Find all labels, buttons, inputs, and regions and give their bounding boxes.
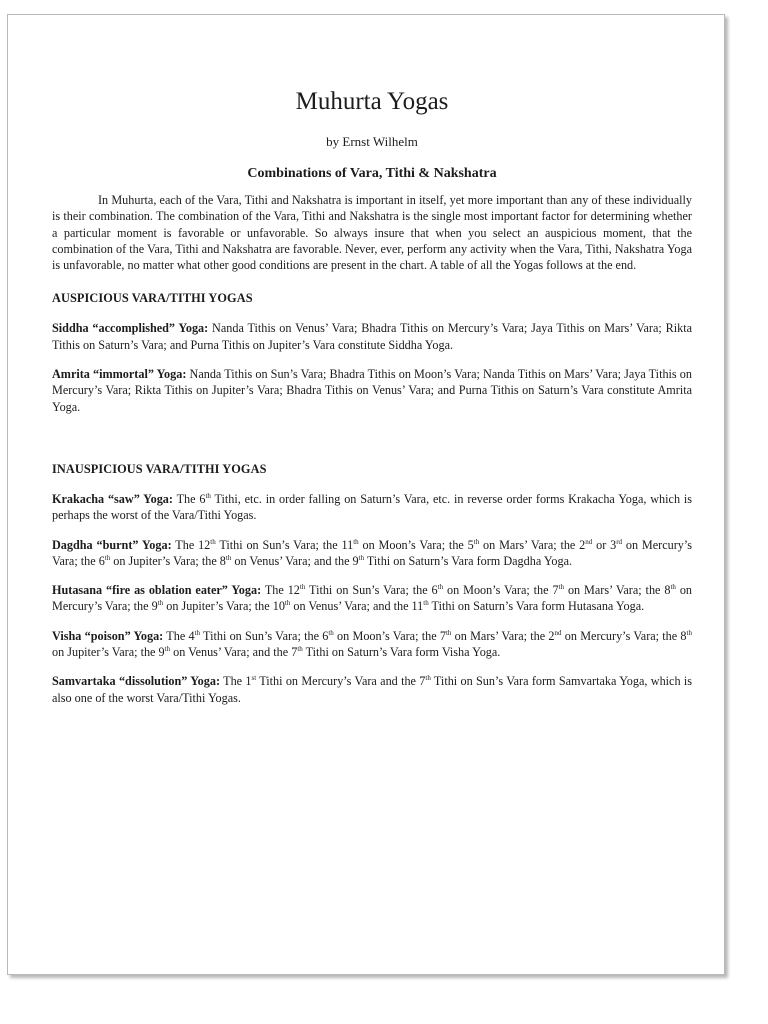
yoga-text: on Venus’ Vara; and the 9 [231, 553, 359, 568]
ordinal-suffix: th [358, 553, 365, 562]
yoga-text: on Moon’s Vara; the 7 [443, 583, 559, 598]
yoga-text: Nanda Tithis on Venus’ Vara; Bhadra Tithis on Mercury’s Vara; Jaya Tithis on Mars’ Vara; Rikta Tithis on Saturn’s Vara; and Purna Tithis on Jupiter’s Vara constitute Siddha Yoga. [52, 321, 693, 352]
ordinal-suffix: th [164, 645, 171, 654]
ordinal-suffix: th [425, 674, 431, 683]
yoga-text: on Moon’s Vara; the 7 [333, 628, 446, 643]
yoga-text: or 3 [592, 537, 617, 552]
samvartaka-yoga-paragraph [52, 673, 692, 706]
yoga-text: Tithi on Sun’s Vara; the 6 [200, 628, 329, 643]
yoga-text: The 4 [166, 628, 195, 643]
ordinal-suffix: th [670, 583, 676, 592]
krakacha-yoga-paragraph [52, 491, 692, 524]
ordinal-suffix: nd [554, 628, 562, 637]
yoga-text: Tithi on Saturn’s Vara form Hutasana Yoga. [428, 599, 645, 614]
author-byline: by Ernst Wilhelm [326, 134, 418, 149]
visha-yoga-paragraph [52, 628, 692, 661]
yoga-name: Krakacha “saw” Yoga: [52, 491, 173, 506]
intro-paragraph: In Muhurta, each of the Vara, Tithi and Nakshatra is important in itself, yet more important than any of these individually is their combination. The combination of the Vara, Tithi and Nakshatra is the single most important factor for determining whether a particular moment is favorable or unfavorable. So always insure that when you select an auspicious moment, that the combination of the Vara, Tithi and Nakshatra are favorable. Never, ever, perform any activity when the Vara, Tithi, Nakshatra Yoga is unfavorable, no matter what other good conditions are present in the chart. A table of all the Yogas follows at the end. [52, 193, 692, 273]
amrita-yoga-paragraph [52, 366, 692, 415]
yoga-text: on Mercury’s Vara; the 9 [52, 583, 693, 614]
ordinal-suffix: th [210, 537, 216, 546]
ordinal-suffix: th [353, 537, 359, 546]
yoga-text: Tithi on Saturn’s Vara form Visha Yoga. [302, 645, 501, 660]
yoga-name: Hutasana “fire as oblation eater” Yoga: [52, 583, 262, 598]
ordinal-suffix: th [205, 491, 211, 500]
yoga-text: The 6 [176, 491, 206, 506]
yoga-text: The 12 [264, 583, 300, 598]
yoga-name: Amrita “immortal” Yoga: [52, 367, 187, 382]
dagdha-yoga-paragraph [52, 537, 692, 570]
document-page [7, 14, 725, 975]
yoga-name: Siddha “accomplished” Yoga: [52, 321, 209, 336]
yoga-text: The 1 [223, 674, 252, 689]
yoga-name: Samvartaka “dissolution” Yoga: [52, 674, 221, 689]
yoga-text: on Mars’ Vara; the 2 [451, 628, 555, 643]
yoga-text: Tithi on Sun’s Vara; the 6 [305, 583, 438, 598]
ordinal-suffix: th [473, 537, 480, 546]
ordinal-suffix: th [297, 645, 303, 654]
ordinal-suffix: th [284, 599, 291, 608]
yoga-text: on Mercury’s Vara; the 8 [561, 628, 687, 643]
ordinal-suffix: th [104, 553, 111, 562]
hutasana-yoga-paragraph [52, 582, 692, 615]
ordinal-suffix: th [445, 628, 452, 637]
ordinal-suffix: th [423, 599, 429, 608]
yoga-text: on Mars’ Vara; the 2 [479, 537, 586, 552]
yoga-text: on Moon’s Vara; the 5 [358, 537, 474, 552]
yoga-text: on Jupiter’s Vara; the 10 [163, 599, 285, 614]
ordinal-suffix: th [328, 628, 334, 637]
ordinal-suffix: th [194, 628, 201, 637]
ordinal-suffix: th [299, 583, 306, 592]
ordinal-suffix: rd [616, 537, 623, 546]
yoga-text: Tithi on Mercury’s Vara and the 7 [256, 674, 426, 689]
yoga-text: Tithi on Saturn’s Vara form Dagdha Yoga. [364, 553, 573, 568]
yoga-text: on Jupiter’s Vara; the 8 [110, 553, 226, 568]
yoga-name: Visha “poison” Yoga: [52, 628, 164, 643]
yoga-name: Dagdha “burnt” Yoga: [52, 537, 172, 552]
yoga-text: Tithi on Sun’s Vara form Samvartaka Yoga, which is also one of the worst Vara/Tithi Yogas. [52, 674, 692, 705]
yoga-text: on Venus’ Vara; and the 7 [170, 645, 298, 660]
document-subtitle: Combinations of Vara, Tithi & Nakshatra [247, 166, 497, 181]
yoga-text: Tithi, etc. in order falling on Saturn’s Vara, etc. in reverse order forms Krakacha Yoga, which is perhaps the worst of the Vara/Tithi Yogas. [52, 491, 692, 523]
yoga-text: The 12 [175, 537, 211, 552]
ordinal-suffix: st [251, 674, 257, 683]
yoga-text: Tithi on Sun’s Vara; the 11 [215, 537, 354, 552]
ordinal-suffix: th [437, 583, 444, 592]
page-content [52, 87, 692, 706]
yoga-text: on Mercury’s Vara; the 6 [52, 537, 693, 568]
ordinal-suffix: th [558, 583, 565, 592]
ordinal-suffix: th [686, 628, 692, 637]
siddha-yoga-paragraph [52, 320, 692, 353]
ordinal-suffix: th [157, 599, 164, 608]
yoga-text: on Mars’ Vara; the 8 [564, 583, 671, 598]
ordinal-suffix: nd [585, 537, 593, 546]
document-title: Muhurta Yogas [295, 88, 449, 115]
yoga-text: on Venus’ Vara; and the 11 [290, 599, 424, 614]
ordinal-suffix: th [225, 553, 232, 562]
yoga-text: Nanda Tithis on Sun’s Vara; Bhadra Tithis on Moon’s Vara; Nanda Tithis on Mars’ Vara; Jaya Tithis on Mercury’s Vara; Rikta Tithis on Jupiter’s Vara; Bhadra Tithis on Venus’ Vara; and Purna Tithis on Saturn’s Vara constitute Amrita Yoga. [52, 367, 692, 414]
inauspicious-heading: INAUSPICIOUS VARA/TITHI YOGAS [52, 461, 267, 476]
yoga-text: on Jupiter’s Vara; the 9 [52, 645, 165, 660]
auspicious-heading: AUSPICIOUS VARA/TITHI YOGAS [52, 291, 253, 306]
